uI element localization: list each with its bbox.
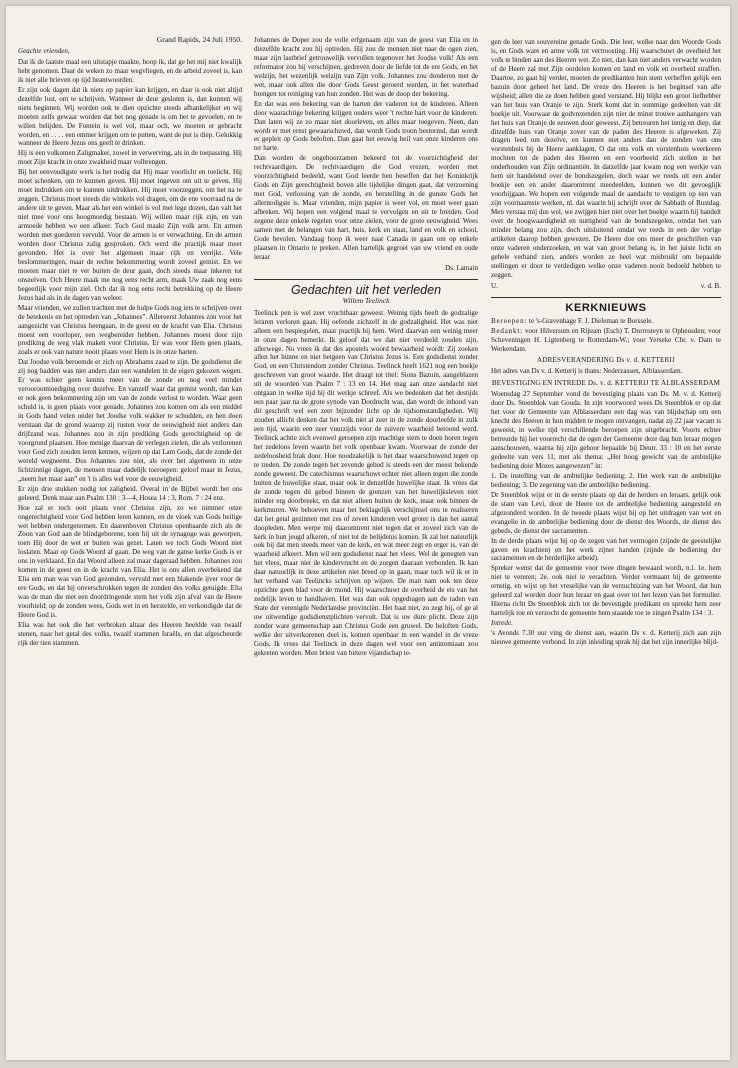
letter-paragraph: Bij het eenvoudigste werk is het nodig dat Hij maar voorlicht en toelicht. Hij moet schenken, om te kunnen geven. Hij moet ingeven om uit te geven. Hij moet indrukken om te kunnen uitdrukken. Hij moet voorzeggen, om het na te zeggen. Christus moet steeds die winkels vol dragen, om de ene voorraad na de andere uit te geven. Maar als het een winkel is vol met lege dozen, dan valt het niet mee voor ons hoogmoedig bestaan. Wij willen maar rijk zijn, en van armoede hebben we een afkeer. Toch God maakt Zijn volk arm. En armen worden met goederen vervuld. Voor de armen is er verwachting. En de armen worden door Christus zalig gesproken. Och werd die practijk maar meer gevonden. Het is over het algemeen maar rijk en verrijkt. Vele beslommeringen, maar de rechte bekommering wordt zoveel gemist. En we moeten maar niet te ver buiten de deur gaan, doch steeds maar inkeren tot onszelven. Och Heere maak me nog eens recht arm, maak Uw zaak nog eens begeerlijk voor mijn ziel. Och dat ik nog eens recht betrekking op de Heere Jezus had als in de dagen van weleer.	[18, 168, 242, 302]
right-column	[491, 38, 721, 648]
letter-column	[18, 36, 242, 649]
bevestiging-paragraph: Woensdag 27 September vond de bevestiging plaats van Ds. M. v. d. Ketterij door Ds. Steenblok van Gouda. In zijn voorwoord wees Ds Steenblok er op dat het voor de Gemeente van Alblasserdam een dag was van blijdschap om een knecht des Heeren in hun midden te mogen ontvangen, nadat zij 22 jaar vacant is geweest, in welke tijd verschillende beroepen zijn uitgebracht. Voorts echter betreurde hij het voorrecht dat de ogen der Gemeente deze dag hun leraar mogen aanschouwen, waarna hij zijn gehoor bepaalde bij Deutr. 33 : 10 en het eerste gedeelte van vers 11, met als thema: „Het hoog gewicht van de ambtelijke bediening door Mozes aangewezen” in:	[491, 390, 721, 470]
newspaper-page	[6, 6, 730, 1060]
article-signature-row	[491, 282, 721, 291]
adres-heading: ADRESVERANDERING Ds v. d. KETTERIJ	[537, 356, 675, 365]
divider	[254, 279, 478, 280]
kerknieuws-item-label: Beroepen:	[491, 316, 528, 325]
letter-paragraph: Hoe zal er toch ooit plaats voor Christus zijn, zo we nimmer onze ongerechtigheid voor God hebben leren kennen, en de vloek van Gods heilige wet hebben ondergenomen. En daarenboven Christus openbaarde zich als de Zoon van God aan de blindgeborene, toen hij uit de synagoge was geworpen, toen Hij door de wet er buiten was gezet. Laten we toch Gods Woord niet loslaten. Maar op Gods Woord af gaan. De weg van de ganse kerke Gods is er ons in verklaard. En dat Woord alleen zal maar dageraad hebben. Johannes zou komen in de geest en in de kracht van Elia. Het is ons allen overbekend dat Elia een man was van God gezonden, vervuld met een blakende ijver voor de ere Gods, en dat hij onverschrokken tegen de zonden des volks getuigde. Elia was de man die met een doordringende stem het volk zijn afval van de Heere voorhield; op de zonden wees, Gods wet in en herstelde, en verkondigde dat de Heere God is.	[18, 503, 242, 620]
letter-salutation: Geachte vrienden,	[18, 46, 70, 55]
letter-paragraph: Hij is een volkomen Zaligmaker, zowel in verwerving, als in de toepassing. Hij moet Zijn kracht in onze zwakheid maar volbrengen.	[18, 149, 242, 167]
bevestiging-paragraph: In de derde plaats wijst hij op de zegen van het vermogen (zijnde de geestelijke gaven en krachten) en het werk zijner handen (zijnde de bediening der sacramenten en de herderlijke arbeid).	[491, 536, 721, 563]
letter-paragraph: Dat Joodse volk beroemde er zich op Abrahams zaad te zijn. De godsdienst die zij nog hadden was niet anders dan een wandelen in de eigen gekozen wegen. Er was schier geen kennis meer van de zonde en nog veel minder veroorootmoediging over dezelve. En vanzelf waar dat gemist wordt, dan kan er ook geen bekommering zijn om van de zonde verlost te worden. Waar geen schuld is, is geen plaats voor genade. Johannes zou komen om als een middel in Gods hand velen onder het Joodse volk wakker te schudden, en hen doen verstaan dat de grond waarop zij rusten voor de eeuwigheid niet anders dan drijfzand was. Johannes zou in zijn prediking Gods gerechtigheid op de voorgrond plaatsen. Hoe menige daarvan de verlegen zielen, die als verlorenen voor God zich zouden leren kennen, wijzen op dat Lam Gods, dat de zonde der wereld wegneemt. Dus Johannes zou niet, als over het algemeen in onze lichtzinnige dagen, de mensen maar dadelijk toeroepen: geloof maar in Jezus, „neem het maar aan” en 't is alles wel voor de eeuwigheid.	[18, 358, 242, 483]
kerknieuws-item-text: voor Hilversum en Rijssen (Esch) T. Dorresteyn te Opheusden; voor Scheveningen H. Ligtenberg te Rotterdam-W.; voor Yerseke Chr. v. Dam te Werkendam.	[491, 326, 721, 353]
intrede-heading: Intrede.	[491, 619, 513, 628]
letter-continuation-paragraph: Johannes de Doper zou de volle erfgenaam zijn van de geest van Elia en in diezelfde kracht zou hij optreden. Hij zou de mensen niet naar de ogen zien, maar zijn lastbrief getrouwelijk vervullen tegenover het Joodse volk! Als een reformator zou hij verschijnen, gedreven door de liefde tot de ere Gods, en het welzijn, het wezenlijk welzijn van Zijn volk. Johannes zou donderen met de wet, maar ook allen die door Gods Geest geroerd werden, in het waterbad brengen tot reiniging van hun zonden. Het was de doop der bekering.	[254, 36, 478, 98]
kerknieuws-item-label: Bedankt:	[491, 326, 523, 335]
letter-paragraph: Er zijn ook dagen dat ik niets op papier kan krijgen, en daar is ook niet altijd dezelfde lust, om te schrijven. Wanneer de deur gesloten is, dan kunnen wij niets beginnen. Wij worden ook te dien opzichte steeds afhankelijker en wij moeten zelfs gewaar worden dat het nog genade is om het te gevoelen, en te willen belijden. De Fontein is wel vol, maar och, we moeten er gebracht worden, en . . . . een emmer krijgen om te putten, want de put is diep. Gelukkig wanneer de Heere Jezus ons geeft te drinken.	[18, 85, 242, 148]
adres-text: Het adres van Ds v. d. Ketterij is thans: Nederzassen, Alblasserdam.	[491, 367, 683, 376]
divider	[491, 297, 721, 298]
letter-continuation-paragraph: En dat was een bekering van de harten der vaderen tot de kinderen. Alleen door waarachtige bekering krijgen ouders weer 't rechte hart voor de kinderen. Dan laten wij ze zo maar niet doorleven, en alles maar toegeven. Neen, dan wordt er met ernst gewaarschuwd, dan wordt Gods troon bestormd, dan wordt er gepleit op Gods beloften. Dan gaat het eeuwig heil van onze kinderen ons ter harte.	[254, 99, 478, 153]
bevestiging-paragraph: 's Avonds 7.30 uur ving de dienst aan, waarin Ds v. d. Ketterij zich aan zijn nieuwe gemeente verbond. In zijn inleiding sprak hij dat het zijn innerlijke blijd-	[491, 629, 721, 647]
article-paragraph: Teelinck pen is wel zeer vruchtbaar geweest. Weinig tijds heeft de godzalige leraren verloren gaan. Hij oefende zichzelf in de godzaligheid. Het was niet alleen een bespiegelen, maar practijk bij hem. Werd daarvan een weinig meer in onze dagen bemerkt. Ik geloof dat we dan niet verdeeld zouden zijn, allerwege. Nu vrees ik dat des apostels woord bewaarheid wordt: Zij zoeken allen het hunne en niet hetgeen van Christus Jezus is. Een godsdienst zonder God, en een Christendom zonder Christus. Teelinck heeft 1621 nog een boekje geschreven van groot waarde. Het draagt tot titel: Sions Bazuin, aangeblazen uit de woorden van Psalm 7 : 13 en 14. Het mag aan onze aandacht niet ontgaan in welke tijd hij dit werkje schreef. Als we bedenken dat het destijds een paar jaar na de grote synode van Dordrecht was, dan wordt de inhoud van dit geschrift wel een zeer bijzonder licht op de tijdsomstandigheden. Wij zouden allicht denken dat het volk niet al zeer in de zonde doorleefde in zulk een tijd, waarin een zeer vuurzijds voor de zuivere waarheid betoond werd. Teelinck achtte zich evenwel geroepen zijn machtige stem te doen horen tegen het zedeloos leven waarin het volk openbaar kwam. Voorwaar de zonde der zedeloosheid brak door. Hoe noodzakelijk is het daar waarschuwend tegen op te treden. De zonde tegen het zevende gebod is steeds een der meest bekende zonde geweest. De catechismus waarschuwt echter niet alleen tegen die zonde buiten de huwelijke staat, maar ook in denzelfde huwelijke staat. Ik vrees dat de zonde tegen dit gebod binnen de grenzen van het huwelijksleven niet minder erg doorbreekt, en dat niet alleen buiten de kerk, maar ook binnen de kerkmuren. We behoeven maar het beklagelijk verschijnsel ons te realiseren dat het getal gezinnen met zes of zeven kinderen veel groter is dan het aantal doopleden. Men werpe mij daaromtrent niet tegen dat er zoveel zich van de kerk in hun jeugd afkeren, of niet tot de belijdenis komen. Ik zal het natuurlijk ook bij dat men steeds meer van de kerk, en wat meer zegt en erger is, van de waarheid afkeert. Men wil een godsdienst naar het vlees. Wel de genegten van het vlees, maar niet de kindervrucht en de zorgen daaraan verbonden. Ik kan daar natuurlijk in deze artikelen niet breed op in gaan, maar toch wil ik er in het verband van Teelincks schrijven op wijzen. De man nam ook ten deze opzichte geen blad voor de mond. Hij waarschuwt de overheid de eis van het zedelijk leven te handhaven. Het was dan ook opgedragen aan de raden van State der verenigde Nederlandse provinciën. Het baat niet, zo zegt hij, of ge al uw uitwendige godsdienstplichten vervult. Dat is uw dure plicht. Deze zijn zonder ware gemeenschap aan Christus Gode een gruwel. De beloften Gods, welke der uitverkorenen deel is, komen openbaar in een wandel in de vreze Gods. Ik vrees dat Teelinck in deze dagen wel voor een antinomiaan zou gekreten worden. Men briest van bittere vijandschap te-	[254, 308, 478, 657]
bevestiging-paragraph: Spreker wenst dat de gemeente voor twee dingen bewaard wordt, n.l. 1e. hem niet te vereren; 2e. ook niet te verachten. Verder vermaant hij de gemeente ernstig, en wijst op het vreselijke van de verzuchtizing van het Woord, dat hun geleerd zal worden door hun leraar en gaat over tot het lezen van het formulier. Hierna richt Ds Steenblok zich tot de bevestigde predikant en spreekt hem zeer hartelijk toe en verzocht de gemeente hem staande toe te zingen Psalm 134 : 3.	[491, 564, 721, 618]
bevestiging-paragraph: 1. De instelling van de ambtelijke bediening; 2. Het werk van de ambtelijke bediening; 3. De zegening van die ambtelijke bediening.	[491, 471, 721, 489]
kerknieuws-title: KERKNIEUWS	[565, 301, 647, 314]
article-continuation-paragraph: gen de leer van souvereine genade Gods. Die leer, welke naar den Woorde Gods is, en Gods ware en arme volk tot vertroosting. Hij waarschuwt de overheid het volk te binden aan des Heeren wet. Zo niet, dan kan niet anders verwacht worden of de Heere zal met Zijn oordelen komen en land en volk en overheid straffen. Daartoe, zo gaat hij verder, moeten de predikanten hun stem verheffen gelijk een bazuin door geheel het land. De vreze des Heeren is het beginsel van alle wijsheid; allen die ze doen hebben goed verstand. Hij blijkt een groot liefhebber van het huis van Oranje te zijn. Sterk komt dat in sommige gedeelten van dit boekje uit. Voorwaar de godvrezenden zijn niet de minst trouwe aanhangers van het huis van Oranje de eeuwen door geweest. Zij betreuren het innig en diep, dat ditzelfde huis van Oranje zover van de paden des Heeren is afgeweken. Zij dragen leed om dezelve, en kunnen niet anders dan de zonden van ons vorstenhuis bij de Heere aanklagen. O dat ons volk en vorstenhuis weerkeren mochten tot de paden des Heeren en een voorbeeld zich stellen in het onderhouden van Zijn ordinantiën. In datzelfde jaar kwam nog een werkje van hem uit handelend over de bondszegelen, doch waar we reeds uit een ander boekje een en ander daaromtrent meedeelden, kunnen we dit gevoeglijk voorbijgaan. We hopen een volgende maal de aandacht te vestigen op een van zijn voornaamste werken, nl. dat waarin hij schrijft over de Sabbath of Rustdag. Men verstaa mij dus wel, we zwijgen hier niet over het boekje waarin hij handelt over de hoogwaardigheid en nuttigheid van de bondszegelen, omdat het van minder belang zou zijn, doch uitsluitend omdat we reeds in een der vorige artikelen daarop hebben gewezen. De Heere doe ons meer de geschriften van onze vaderen onderzoeken, en wat van groot belang is, in het juiste licht en gehele verband zien, anders worden ze heel wat misbruikt om bepaalde stellingen er door te verdedigen welke onze vaderen nooit bedoeld hebben te zeggen.	[491, 38, 721, 279]
kerknieuws-item	[491, 317, 721, 326]
letter-paragraph: Er zijn drie stukken nodig tot zaligheid. Overal in de Bijbel wordt het ons geleerd. Denk maar aan Psalm 130 : 3—4, Hosea 14 : 3, Rom. 7 : 24 enz.	[18, 484, 242, 502]
bevestiging-heading: BEVESTIGING EN INTREDE Ds. v. d. KETTERIJ TE ALBLASSERDAM	[491, 379, 721, 388]
letter-paragraph: Dat ik de laatste maal een uitstapje maakte, hoop ik, dat ge het mij niet kwalijk hebt genomen. Daar de weken zo maar wegvliegen, en de arbeid zoveel is, kan ik niet alle brieven op tijd beantwoorden.	[18, 57, 242, 84]
signature-right: v. d. B.	[700, 281, 721, 290]
letter-continuation-paragraph: Dan worden de ongehoorzamen bekeerd tot de voorzichtigheid der rechtvaardigen. De rechtvaardigen die God vrezen, worden met voorzichtigheid bedeeld, want God leerde hen beseffen dat het Koninkrijk Gods en Zijn gerechtigheid boven alle tijdelijke dingen gaat, dat verzoening met God, verlossing van de zonde, en herstelling in de gunste Gods het allernodigste is. Maar vrienden, mijn papier is weer vol, en moet weer gaan afbreken. Wij hopen een volgend maal te vervolgen en uit te breiden. God zegene deze enkele regelen voor onze zielen, voor de grote eeuwigheid. Wees samen met de belangen van hart, huis, kerk en staat, land en volk en school, Gode bevolen. Vandaag hoop ik weer naar Canada te gaan om op enkele plaatsen in Ontario te preken. Allen hartelijk gegroet van uw vriend en oude leraar	[254, 154, 478, 261]
middle-column	[254, 36, 478, 659]
kerknieuws-item-text: te 's-Gravenhage F. J. Dieleman te Borssele.	[527, 316, 654, 325]
article-author: Willem Teelinck	[342, 295, 390, 305]
kerknieuws-item	[491, 327, 721, 354]
article-title: Gedachten uit het verleden	[290, 282, 442, 297]
letter-paragraph: Maar vrienden, we zullen trachten met de hulpe Gods nog iets te schrijven over de betekenis en het optreden van „Johannes”. Allereerst Johannes zou voor het aangezicht van Christus heengaan, in de geest en de kracht van Elia. Christus moest een voorloper, een wegbereider hebben. Johannes moest door zijn prediking de weg vlak maken voor Christus. Er was voor Hem geen plaats, zoals er ook van nature nooit plaats voor Hem is in onze harten.	[18, 303, 242, 357]
bevestiging-paragraph: Dr Steenblok wijst er in de eerste plaats op dat de herders en leraars, gelijk ook de stam van Levi, door de Heere tot de ambtelijke bediening aangesteld en afgezonderd worden. In de tweede plaats wijst hij op het uitdragen van wet en evangelie in de ambtelijke bediening door de dienst des Woords, de dienst des gebeds, de dienst der sacramenten.	[491, 490, 721, 535]
letter-paragraph: Elia was het ook die het verbroken altaar des Heeren heeldde van twaalf stenen, naar het getal des volks, twaalf stammen Israëls, en dat afgescheurde rijk der tien stammen.	[18, 621, 242, 647]
signature-left: U.	[491, 281, 498, 290]
letter-date: Grand Rapids, 24 Juli 1950.	[156, 35, 242, 44]
letter-signature: Ds. Lamain	[445, 263, 478, 272]
